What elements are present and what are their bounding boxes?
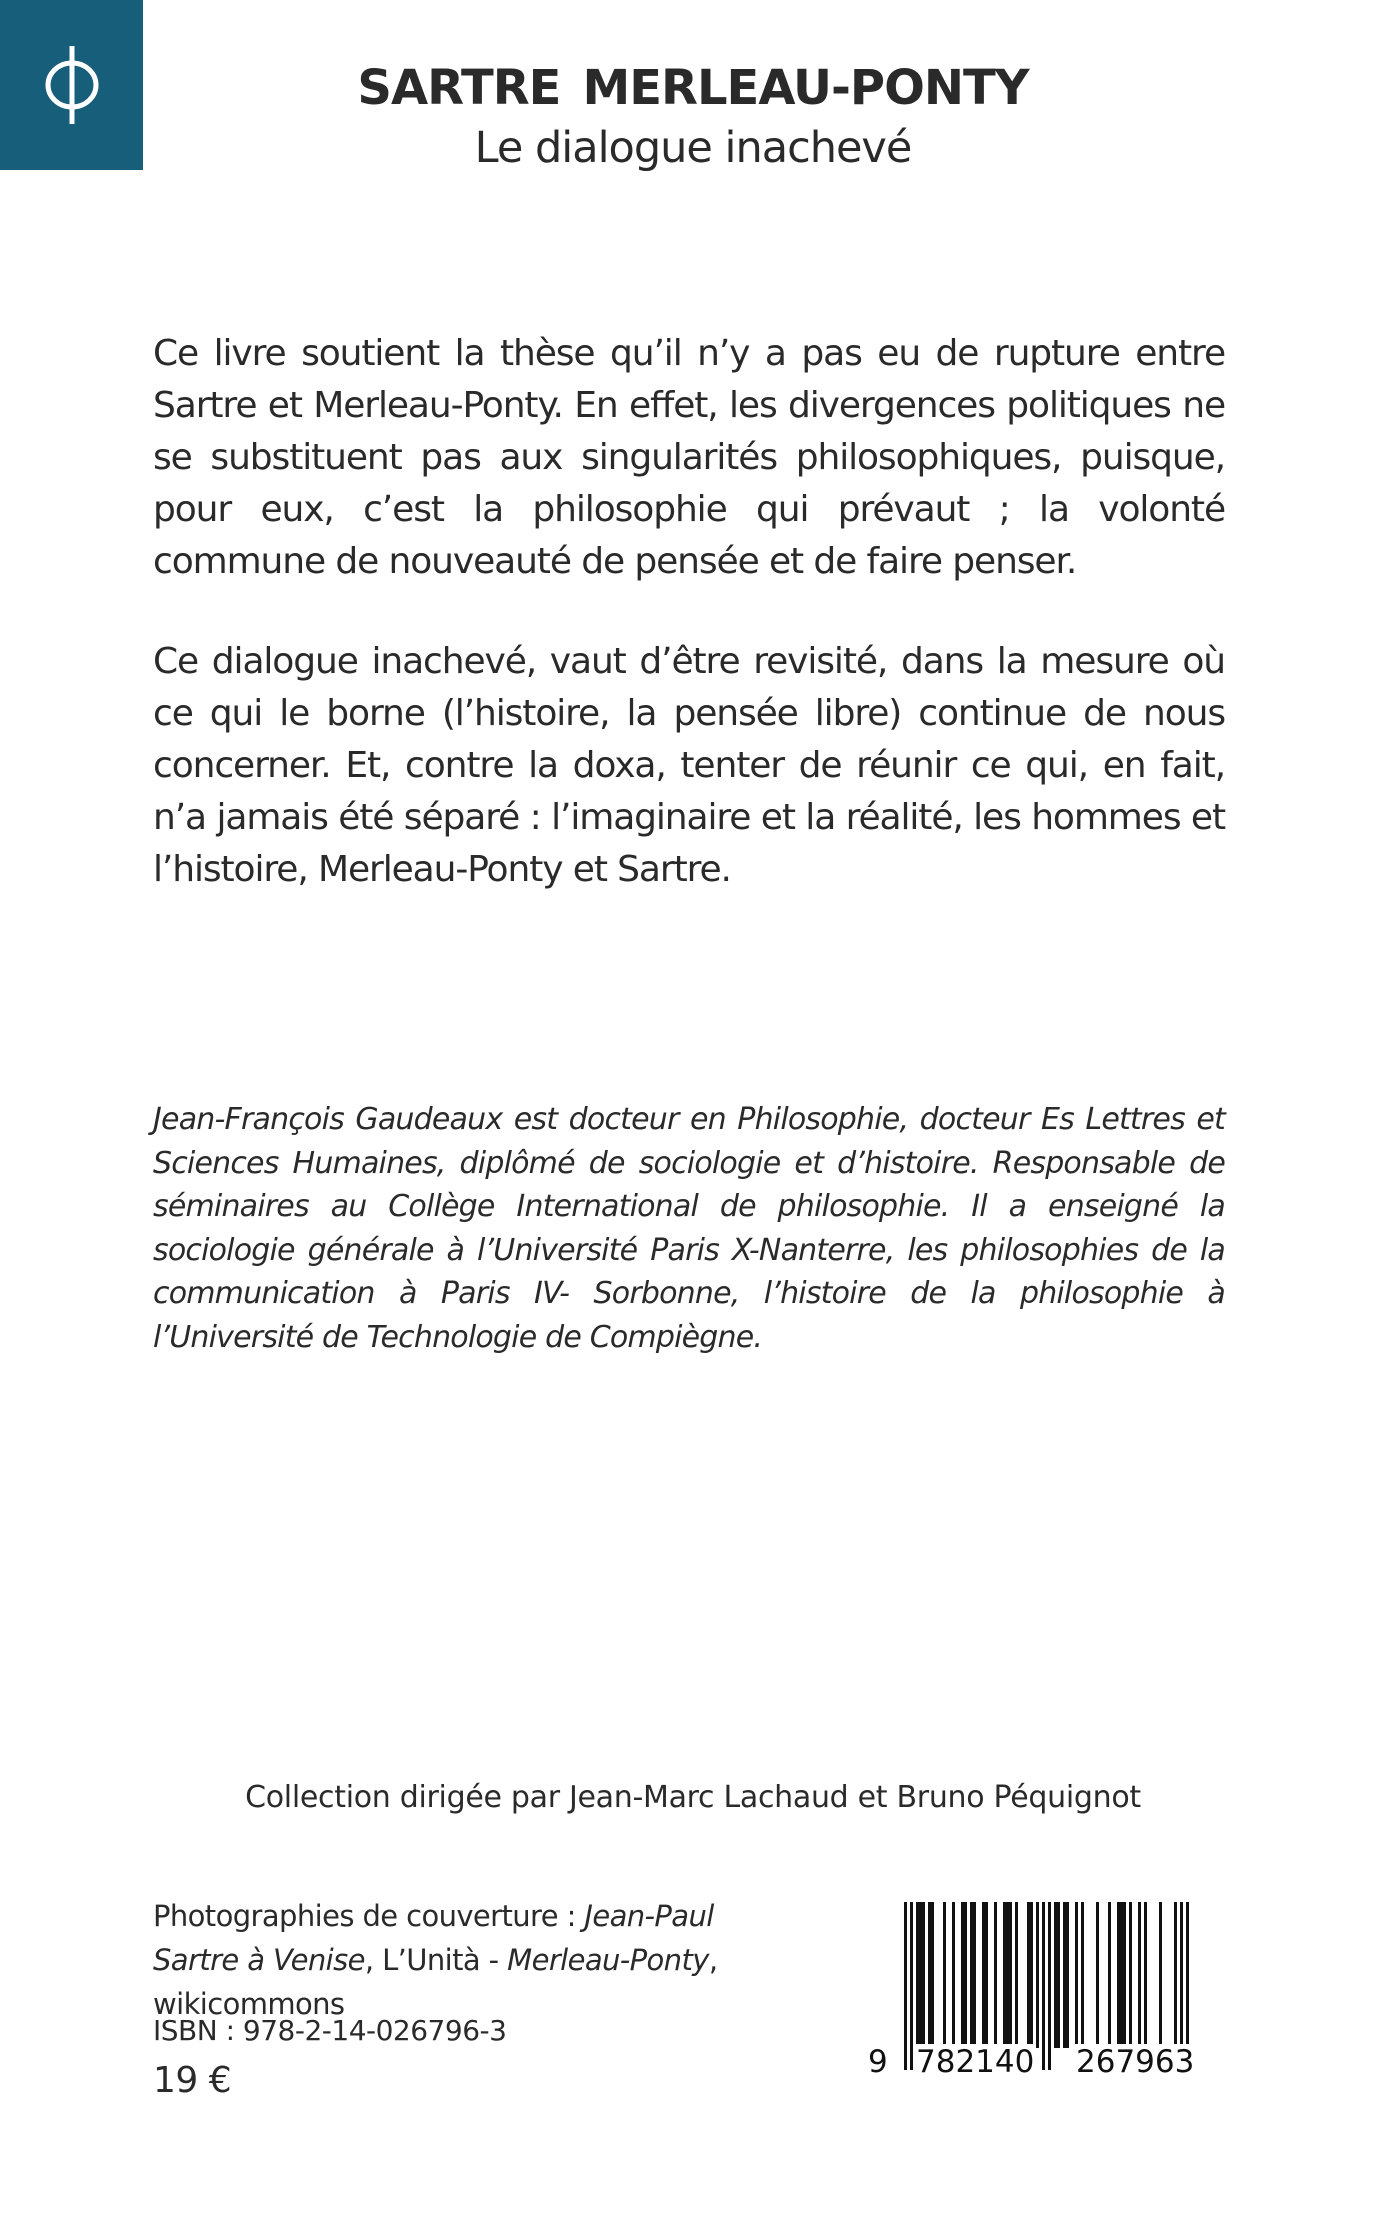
barcode-bar xyxy=(1129,1902,1132,2048)
barcode-digit-group-left: 782140 xyxy=(916,2044,1035,2080)
summary-paragraph-2 xyxy=(153,636,1225,896)
summary-paragraph-1-text: Ce livre soutient la thèse qu’il n’y a pas eu de rupture entre Sartre et Merleau-Ponty. En effet, les divergences politiques ne se substituent pas aux singularités philosophiques, puisque, pour eux, c’est la philosophie qui prévaut ; la volonté commune de nouveauté de pensée et de faire penser. xyxy=(153,333,1225,582)
summary-paragraph-2-text: Ce dialogue inachevé, vaut d’être revisité, dans la mesure où ce qui le borne (l’histoire, la pensée libre) continue de nous concerner. Et, contre la doxa, tenter de réunir ce qui, en fait, n’a jamais été séparé : l’imaginaire et la réalité, les hommes et l’histoire, Merleau-Ponty et Sartre. xyxy=(153,641,1225,890)
collection-note: Collection dirigée par Jean-Marc Lachaud et Bruno Péquignot xyxy=(245,1780,1141,1815)
title-author-sartre: SARTRE xyxy=(357,60,561,116)
publisher-logo xyxy=(0,0,143,170)
book-header xyxy=(143,58,1243,178)
barcode-bar xyxy=(982,1902,988,2048)
photo-credits xyxy=(153,1894,803,2026)
barcode-digits xyxy=(868,2044,1230,2094)
barcode-bar xyxy=(1159,1902,1162,2048)
barcode-digit-group-right: 267963 xyxy=(1076,2044,1195,2080)
summary-paragraph-1 xyxy=(153,328,1225,588)
book-subtitle: Le dialogue inachevé xyxy=(474,123,912,173)
title-author-merleau-ponty: MERLEAU-PONTY xyxy=(582,60,1029,116)
barcode-bar xyxy=(1108,1902,1111,2048)
barcode-bar xyxy=(970,1902,976,2048)
barcode-bar xyxy=(961,1902,967,2048)
barcode xyxy=(868,1902,1230,2107)
credits-label: Photographies de couverture : xyxy=(153,1899,585,1933)
barcode-bar xyxy=(994,1902,997,2048)
barcode-bar xyxy=(1117,1902,1126,2048)
credits-source: , wikicommons xyxy=(153,1943,718,2021)
credits-photo-sartre: Jean-Paul Sartre à Venise xyxy=(153,1899,714,1977)
credits-separator: , L’Unità - xyxy=(364,1943,508,1977)
credits-photo-merleau-ponty: Merleau-Ponty xyxy=(507,1943,709,1977)
isbn: ISBN : 978-2-14-026796-3 xyxy=(153,2014,507,2047)
barcode-bar xyxy=(928,1902,934,2048)
author-bio-text: est docteur en Philosophie, docteur Es Lettres et Sciences Humaines, diplômé de sociologie et d’histoire. Responsable de séminaires au Collège International de philosophie. Il a enseigné la sociologie générale à l’Université Paris X-Nanterre, les philosophies de la communication à Paris IV- Sorbonne, l’histoire de la philosophie à l’Université de Technologie de Compiègne. xyxy=(153,1102,1225,1355)
book-title xyxy=(143,58,1243,118)
barcode-bar xyxy=(916,1902,925,2048)
barcode-bar xyxy=(1027,1902,1033,2048)
barcode-bar xyxy=(1063,1902,1069,2048)
barcode-bar xyxy=(1138,1902,1141,2048)
barcode-bar xyxy=(1036,1902,1039,2048)
author-bio xyxy=(153,1098,1225,1359)
price: 19 € xyxy=(153,2060,232,2101)
barcode-bar xyxy=(1054,1902,1060,2048)
barcode-bar xyxy=(1015,1902,1018,2048)
barcode-bar xyxy=(952,1902,955,2048)
barcode-bar xyxy=(1096,1902,1099,2048)
barcode-bar xyxy=(1144,1902,1147,2048)
phi-icon xyxy=(37,40,107,130)
barcode-bar xyxy=(1003,1902,1012,2048)
barcode-bar xyxy=(1075,1902,1078,2048)
barcode-bar xyxy=(943,1902,946,2048)
author-name: Jean-François Gaudeaux xyxy=(153,1102,503,1137)
barcode-bar xyxy=(1081,1902,1084,2048)
barcode-digit-first: 9 xyxy=(868,2044,888,2080)
barcode-bar xyxy=(1174,1902,1177,2048)
